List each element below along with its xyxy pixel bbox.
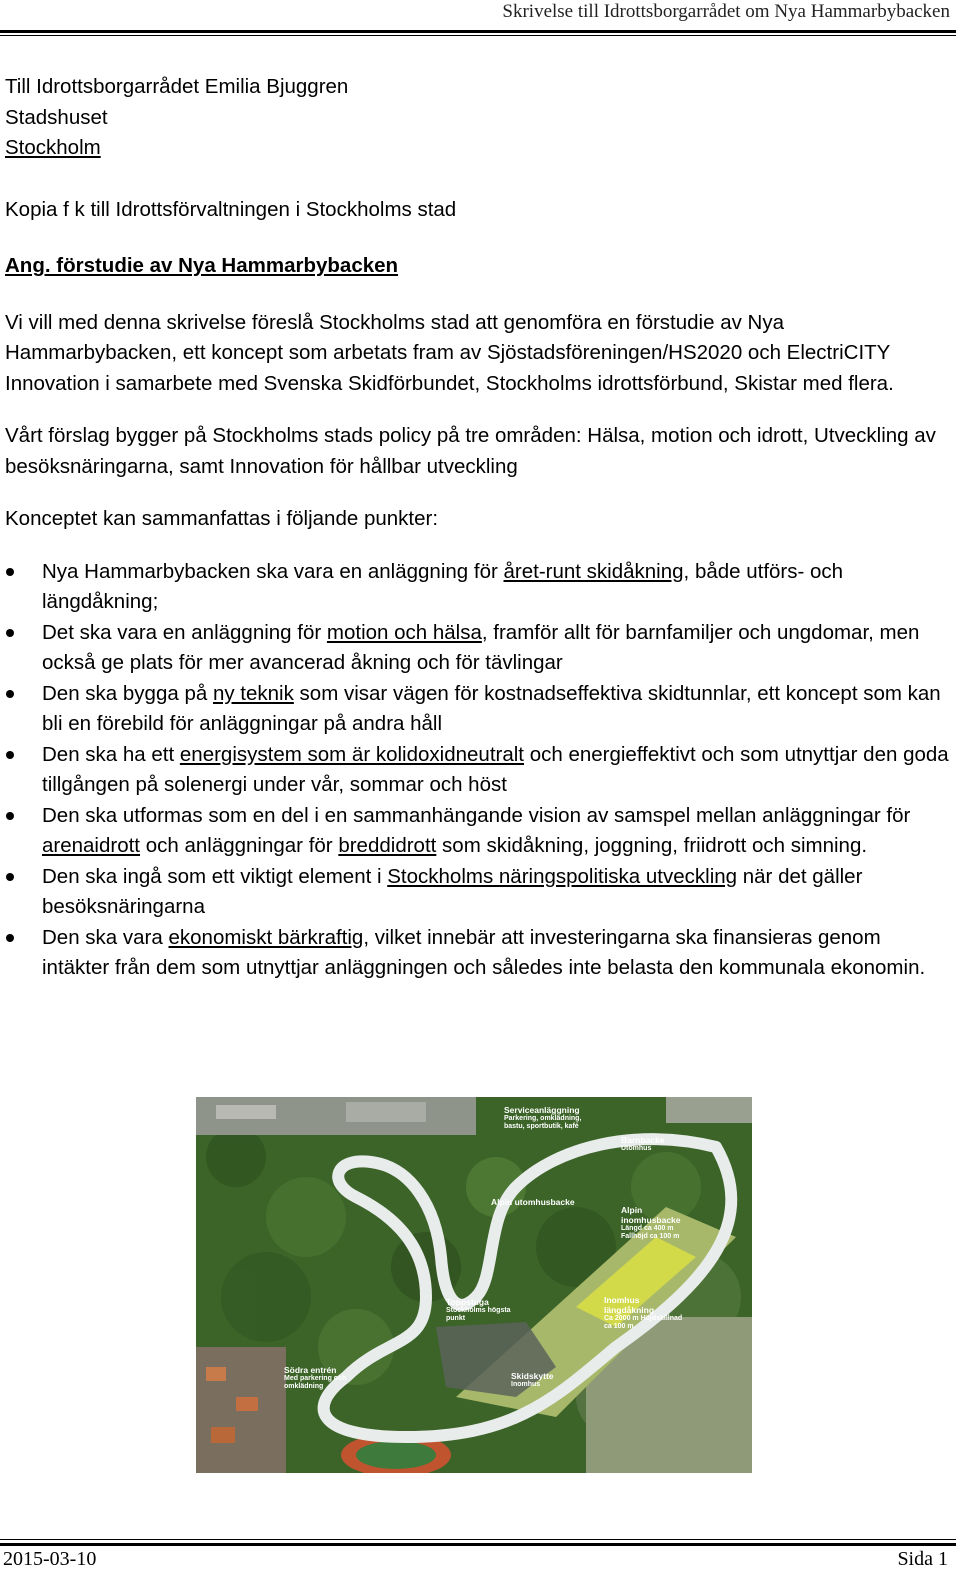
address-line-recipient: Till Idrottsborgarrådet Emilia Bjuggren <box>5 75 349 98</box>
bullet-text: Den ska ingå som ett viktigt element i <box>42 864 388 888</box>
bullet-text-rest: , både utförs- och längdåkning; <box>42 559 844 613</box>
label-sub: Stockholms högsta punkt <box>446 1307 511 1322</box>
footer-rule-thin <box>0 1539 956 1540</box>
bullet-emphasis: året-runt skidåkning <box>503 559 684 583</box>
label-sub: Med parkering och omklädning <box>284 1375 347 1390</box>
concept-bullet-list <box>5 557 950 984</box>
paragraph-intro: Vi vill med denna skrivelse föreslå Stockholms stad att genomföra en förstudie av Nya Hammarbybacken, ett koncept som arbetats fram av Sjöstadsföreningen/HS2020 och ElectriCITY Innovation i samarbete med Svenska Skidförbundet, Stockholms idrottsförbund, Skistar med flera. <box>5 310 894 395</box>
bullet-text-rest: när det gäller besöksnäringarna <box>42 864 863 918</box>
bullet-text: Den ska ha ett <box>42 742 180 766</box>
footer-page-number: Sida 1 <box>897 1548 948 1570</box>
bullet-text: Den ska bygga på <box>42 681 213 705</box>
bullet-emphasis: Stockholms näringspolitiska utveckling <box>387 864 738 888</box>
bullet-icon <box>6 751 14 759</box>
bullet-item <box>5 740 950 801</box>
bullet-item <box>5 862 950 923</box>
map-label-skidskytte <box>511 1371 554 1389</box>
bullet-icon <box>6 690 14 698</box>
paragraph-summary-lead: Konceptet kan sammanfattas i följande punkter: <box>5 507 439 530</box>
bullet-item <box>5 679 950 740</box>
copy-to-line: Kopia f k till Idrottsförvaltningen i Stockholms stad <box>5 197 457 221</box>
bullet-icon <box>6 568 14 576</box>
subject-line: Ang. förstudie av Nya Hammarbybacken <box>5 254 399 277</box>
label-sub: Inomhus <box>511 1381 541 1388</box>
label-title: Toppstuga <box>446 1297 489 1307</box>
address-line-city: Stockholm <box>5 136 101 159</box>
label-title: Alpin utomhusbacke <box>491 1197 575 1207</box>
label-title: Barnbacke <box>621 1135 665 1145</box>
label-title: Serviceanläggning <box>504 1105 580 1115</box>
header-rule <box>0 30 956 33</box>
bullet-item <box>5 618 950 679</box>
bullet-text: Den ska utformas som en del i en sammanhängande vision av samspel mellan anläggningar för <box>42 803 911 827</box>
bullet-item <box>5 557 950 618</box>
letter-body <box>5 72 950 984</box>
label-sub: Ca 2000 m Höjdskillnad ca 100 m <box>604 1315 683 1330</box>
label-sub: Längd ca 400 m Fallhöjd ca 100 m <box>621 1225 680 1240</box>
map-label-alpin-inne <box>621 1205 701 1241</box>
bullet-emphasis: motion och hälsa <box>326 620 482 644</box>
bullet-emphasis: ny teknik <box>212 681 294 705</box>
bullet-text-rest: , framför allt för barnfamiljer och ungdomar, men också ge plats för mer avancerad åkning och för tävlingar <box>42 620 920 674</box>
bullet-text-rest: som visar vägen för kostnadseffektiva skidtunnlar, ett koncept som kan bli en förebild för anläggningar på andra håll <box>42 681 941 735</box>
label-title: Inomhus längdåkning <box>604 1295 655 1315</box>
label-sub: Parkering, omklädning, bastu, sportbutik, kafé <box>504 1115 582 1130</box>
label-title: Alpin inomhusbacke <box>621 1205 681 1225</box>
map-label-langdakning <box>604 1295 689 1331</box>
label-title: Skidskytte <box>511 1371 554 1381</box>
bullet-text: Nya Hammarbybacken ska vara en anläggning för <box>42 559 504 583</box>
aerial-photo-illustration <box>196 1097 752 1473</box>
map-label-barnbacke <box>621 1135 664 1153</box>
bullet-icon <box>6 934 14 942</box>
label-sub: Utomhus <box>621 1145 652 1152</box>
bullet-text: Den ska vara <box>42 925 169 949</box>
bullet-emphasis-2: breddidrott <box>338 834 437 857</box>
bullet-text-rest: och energieffektivt och som utnyttjar den goda tillgången på solenergi under vår, sommar och höst <box>42 742 949 796</box>
map-label-sodra-entren <box>284 1365 354 1391</box>
bullet-emphasis: arenaidrott <box>42 834 141 857</box>
bullet-icon <box>6 812 14 820</box>
address-line-building: Stadshuset <box>5 105 108 129</box>
bullet-text-rest: , vilket innebär att investeringarna ska finansieras genom intäkter från dem som utnyttjar anläggningen och således inte belasta den kommunala ekonomin. <box>42 925 926 979</box>
bullet-icon <box>6 873 14 881</box>
bullet-text: Det ska vara en anläggning för <box>42 620 327 644</box>
bullet-emphasis: energisystem som är kolidoxidneutralt <box>179 742 524 766</box>
bullet-item <box>5 801 950 862</box>
footer-date: 2015-03-10 <box>3 1548 97 1570</box>
aerial-concept-image <box>196 1097 752 1473</box>
bullet-icon <box>6 629 14 637</box>
map-label-service <box>504 1105 594 1131</box>
recipient-address <box>5 72 950 164</box>
bullet-emphasis: ekonomiskt bärkraftig <box>168 925 364 949</box>
map-label-toppstuga <box>446 1297 526 1323</box>
paragraph-policy: Vårt förslag bygger på Stockholms stads policy på tre områden: Hälsa, motion och idrott, Utveckling av besöksnäringarna, samt Innovation för hållbar utveckling <box>5 424 936 478</box>
footer-rule <box>0 1543 956 1546</box>
bullet-item <box>5 923 950 984</box>
bullet-text-tail: som skidåkning, joggning, friidrott och simning. <box>436 834 868 857</box>
bullet-text-rest: och anläggningar för <box>140 834 339 857</box>
page-header: Skrivelse till Idrottsborgarrådet om Nya Hammarbybacken <box>502 1 950 22</box>
header-rule-thin <box>0 35 956 36</box>
label-title: Södra entrén <box>284 1365 337 1375</box>
map-label-alpin-ute <box>491 1197 575 1207</box>
